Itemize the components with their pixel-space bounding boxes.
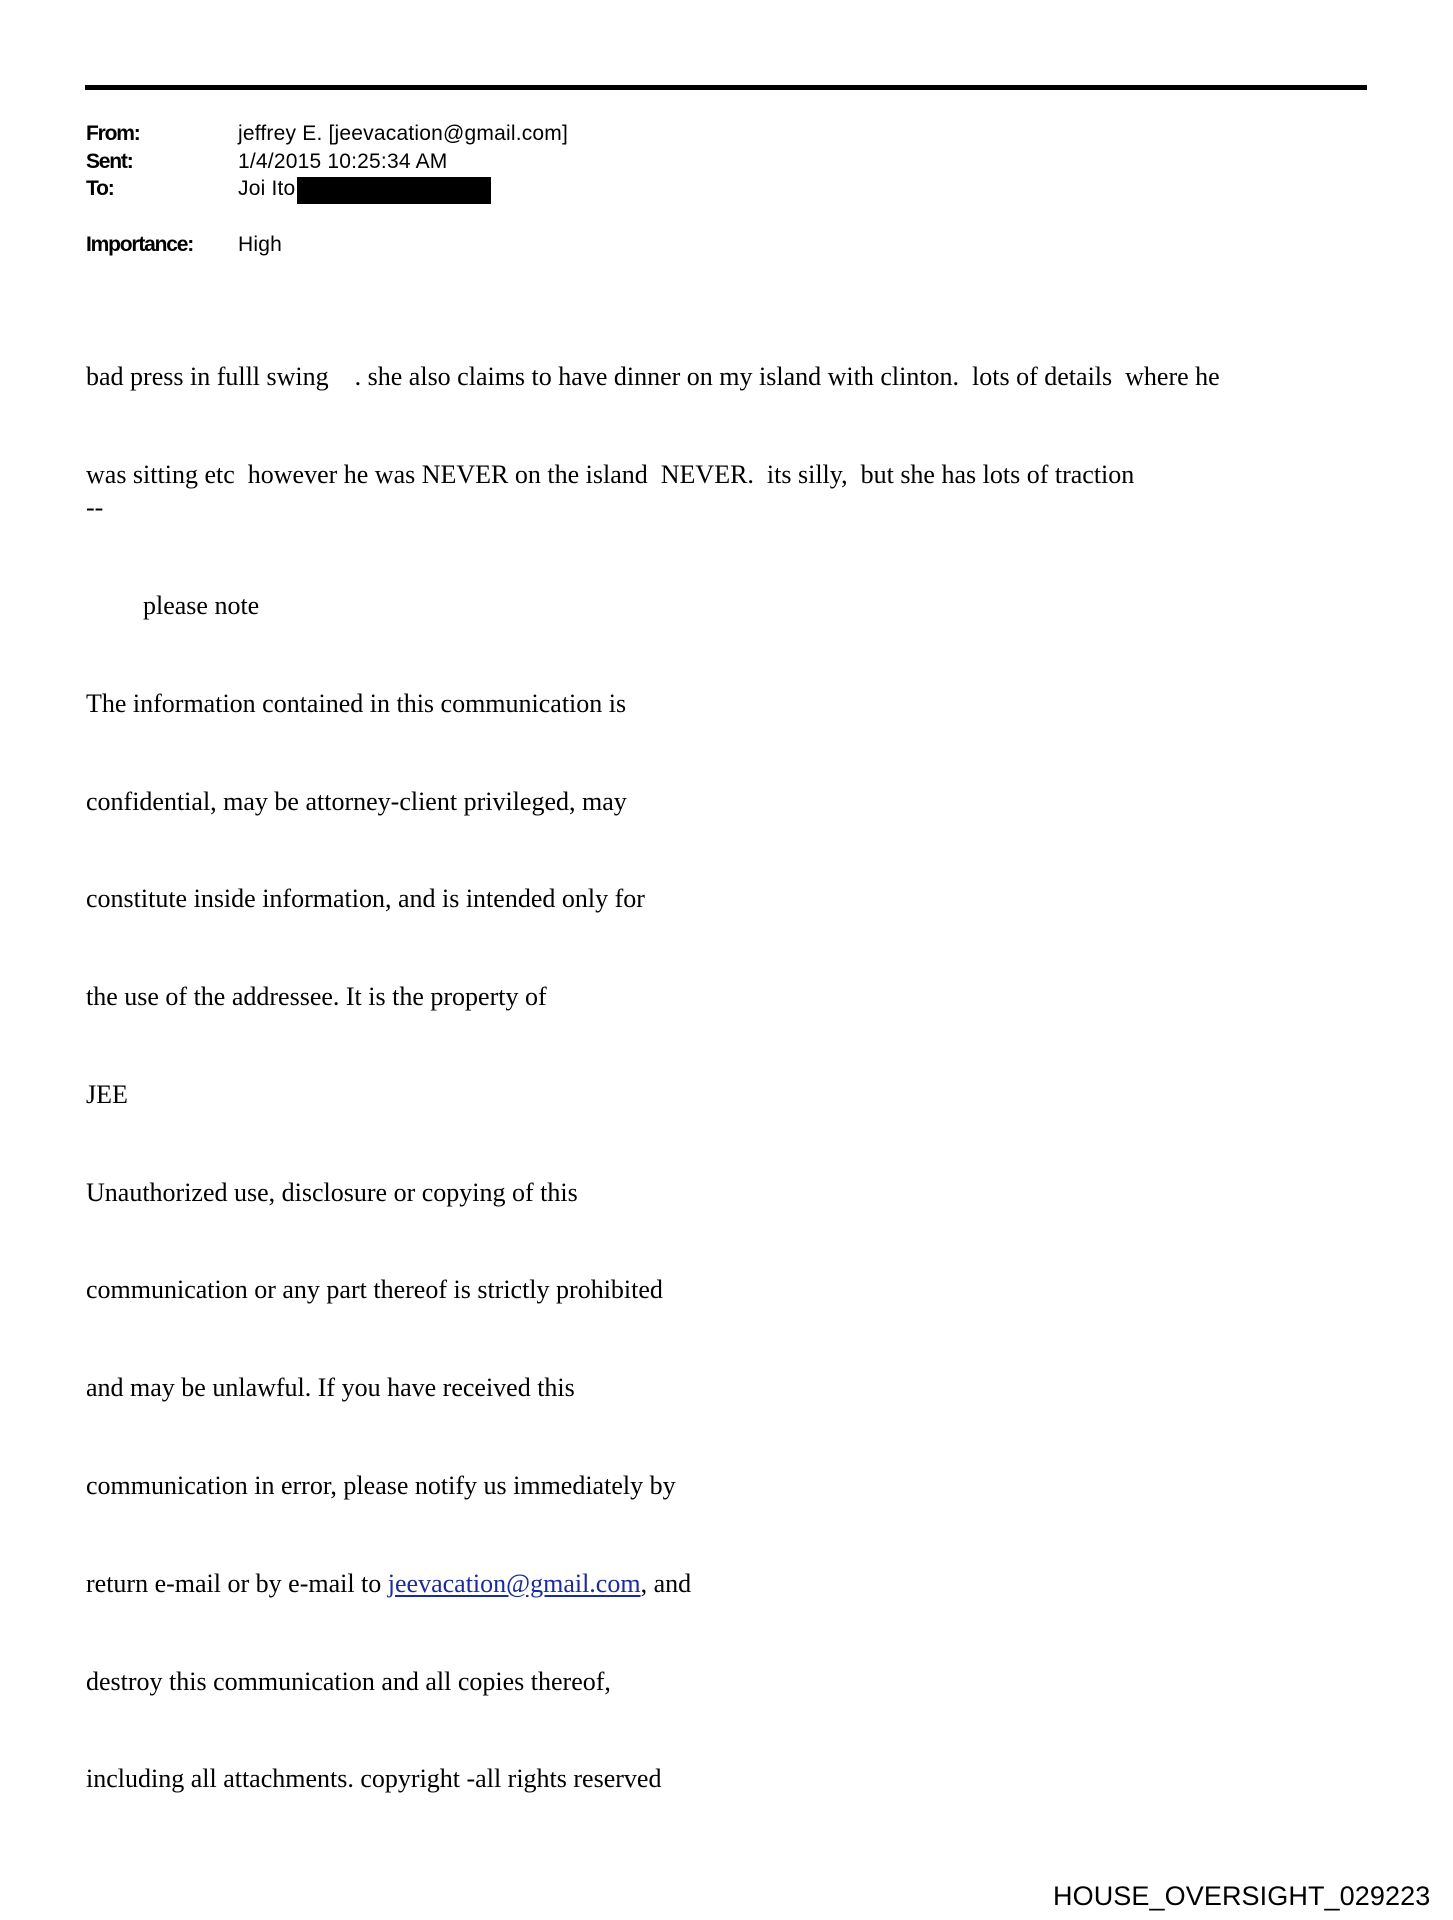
disclaimer-line: constitute inside information, and is intended only for	[86, 884, 645, 914]
signature-block	[86, 427, 691, 1829]
sent-value: 1/4/2015 10:25:34 AM	[238, 150, 448, 173]
from-label: From:	[86, 122, 140, 145]
return-prefix: return e-mail or by e-mail to	[86, 1568, 388, 1598]
to-value: Joi Ito	[238, 177, 296, 200]
disclaimer-line: and may be unlawful. If you have received this	[86, 1373, 575, 1403]
to-label: To:	[86, 177, 114, 200]
email-link[interactable]: jeevacation@gmail.com	[387, 1568, 641, 1598]
please-note: please note	[143, 590, 260, 620]
disclaimer-line: the use of the addressee. It is the property of	[86, 982, 547, 1012]
message-line: bad press in fulll swing . she also claims to have dinner on my island with clinton. lots of details where he	[86, 362, 1220, 392]
sent-label: Sent:	[86, 150, 133, 173]
return-suffix: , and	[640, 1568, 692, 1598]
disclaimer-line: The information contained in this communication is	[86, 688, 627, 718]
from-value: jeffrey E. [jeevacation@gmail.com]	[238, 122, 569, 145]
disclaimer-line: JEE	[86, 1079, 128, 1109]
disclaimer-line-with-link	[86, 1568, 691, 1601]
redaction-box	[297, 177, 491, 204]
disclaimer-line: communication in error, please notify us immediately by	[86, 1471, 676, 1500]
importance-value: High	[238, 233, 282, 256]
bates-number: HOUSE_OVERSIGHT_029223	[1053, 1881, 1431, 1911]
message-line: was sitting etc however he was NEVER on the island NEVER. its silly, but she has lots of traction	[86, 459, 1135, 489]
importance-label: Importance:	[86, 233, 193, 256]
disclaimer-line: Unauthorized use, disclosure or copying of this	[86, 1177, 578, 1207]
disclaimer-line: including all attachments. copyright -all rights reserved	[86, 1764, 662, 1794]
signature-separator: --	[86, 493, 104, 523]
to-value-wrap	[238, 175, 491, 203]
header-rule	[85, 85, 1367, 90]
disclaimer-line: confidential, may be attorney-client privileged, may	[86, 786, 627, 816]
disclaimer-line: communication or any part thereof is strictly prohibited	[86, 1275, 663, 1305]
disclaimer-line: destroy this communication and all copies thereof,	[86, 1666, 611, 1696]
